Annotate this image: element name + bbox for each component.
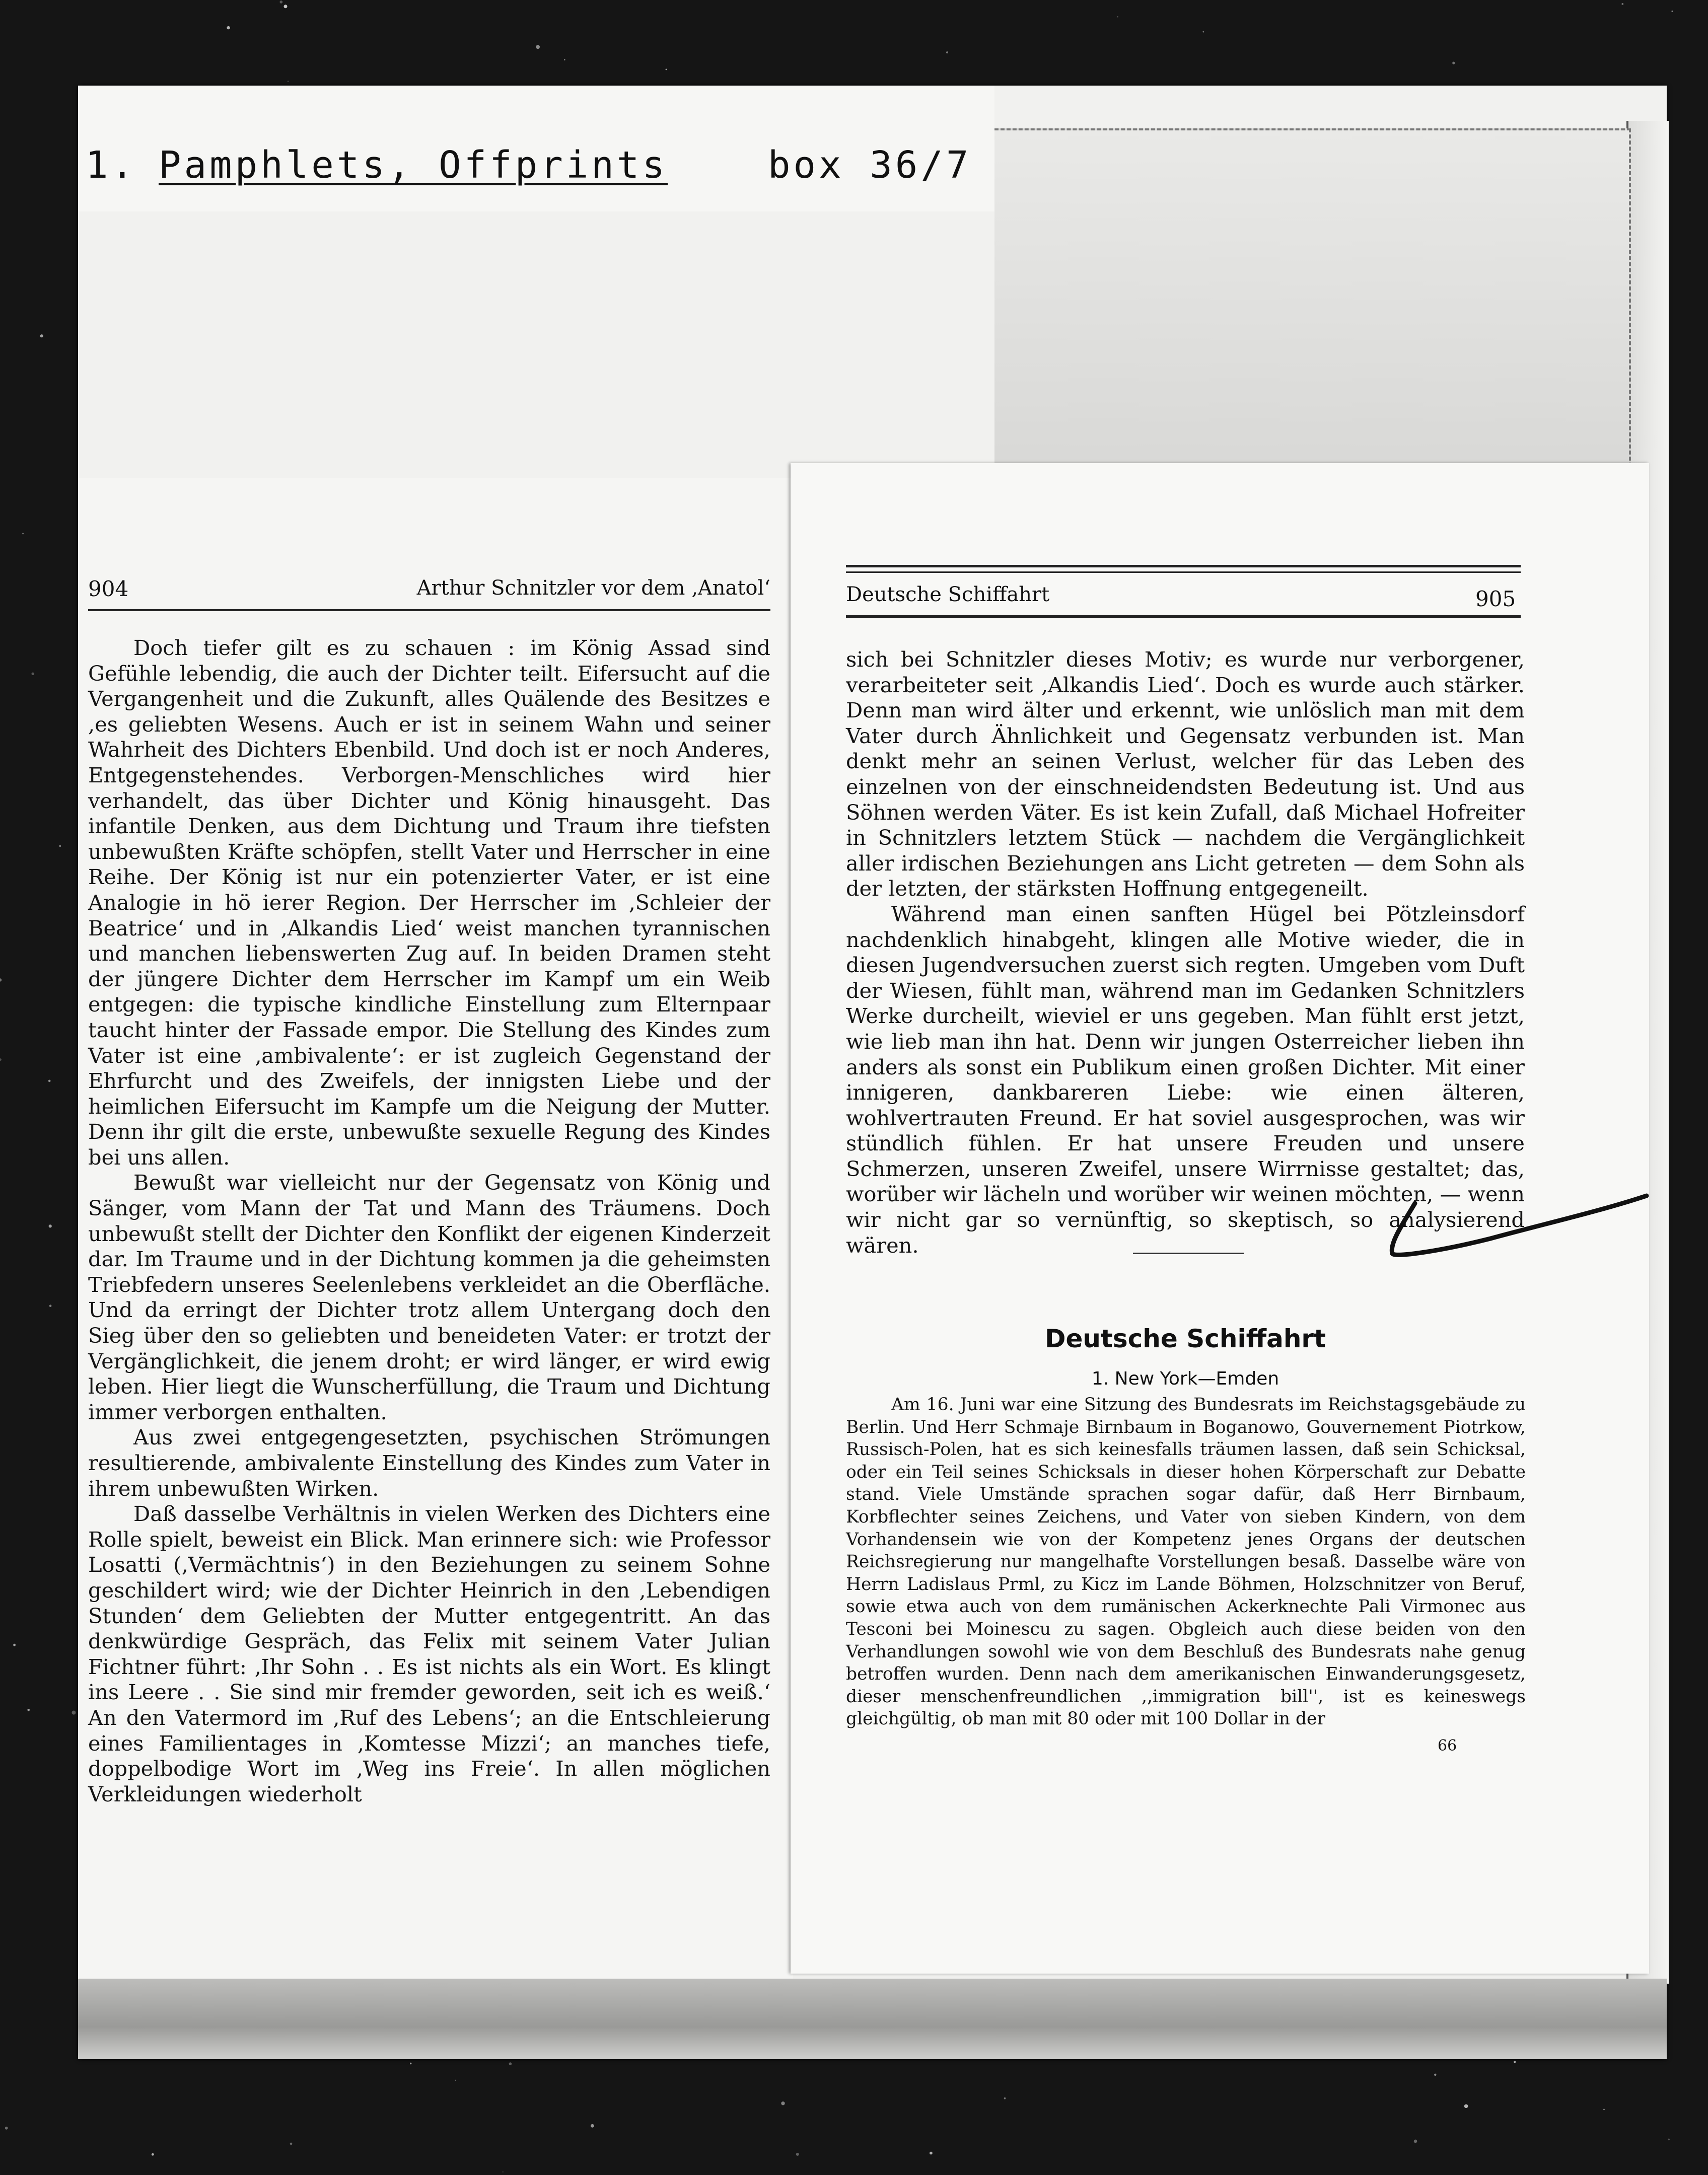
right-header-rule-top-2 [846,571,1521,573]
right-paragraph-2: Während man einen sanften Hügel bei Pötzleinsdorf nachdenklich hinabgeht, klingen alle Motive wieder, die in diesen Jugendversuchen zuerst sich regten. Umgeben vom Duft der Wiesen, fühlt man, während man im Gedanken Schnitzlers Werke durcheilt, wieviel er uns gegeben. Man fühlt erst jetzt, wie lieb man ihn hat. Denn wir jungen Osterreicher lieben ihn anders als sonst ein Publikum einen großen Dichter. Mit einer innigeren, dankbareren Liebe: wie einen älteren, wohlvertrauten Freund. Er hat soviel ausgesprochen, was wir stündlich fühlen. Er hat unsere Freuden und unsere Schmerzen, unseren Zweifel, unsere Wirrnisse gestaltet; das, worüber wir lächeln und worüber wir weinen möchten, — wenn wir nicht gar so vernünftig, so skeptisch, so analysierend wären. [846,901,1525,1258]
left-paragraph-1: Doch tiefer gilt es zu schauen : im König Assad sind Gefühle lebendig, die auch der Dichter teilt. Eifersucht auf die Vergangenheit und die Zukunft, alles Quälende des Besitzes e ,es geliebten Wesens. Auch er ist in seinem Wahn und seiner Wahrheit des Dichters Ebenbild. Und doch ist er noch Anderes, Entgegenstehendes. Verborgen-Menschliches wird hier verhandelt, das über Dichter und König hinausgeht. Das infantile Denken, aus dem Dichtung und Traum ihre tiefsten unbewußten Kräfte schöpfen, stellt Vater und Herrscher in eine Reihe. Der König ist nur ein potenzierter Vater, er ist eine Analogie in hö ierer Region. Der Herrscher im ‚Schleier der Beatrice‘ und in ‚Alkandis Lied‘ weist manchen tyrannischen und manchen liebenswerten Zug auf. In beiden Dramen steht der jüngere Dichter dem Herrscher im Kampf um ein Weib entgegen: die typische kindliche Einstellung zum Elternpaar taucht hinter der Fassade empor. Die Stellung des Kindes zum Vater ist eine ‚ambivalente‘: er ist zugleich Gegenstand der Ehrfurcht und des Zweifels, der innigsten Liebe und der heimlichen Eifersucht im Kampfe um die Neigung der Mutter. Denn ihr gilt die erste, unbewußte sexuelle Regung des Kindes bei uns allen. [88,635,770,1170]
left-header-rule [88,609,770,611]
left-running-title: Arthur Schnitzler vor dem ‚Anatol‘ [416,576,770,600]
section-divider [1133,1253,1244,1254]
left-paragraph-2: Bewußt war vielleicht nur der Gegensatz von König und Sänger, vom Mann der Tat und Mann des Träumens. Doch unbewußt stellt der Dichter den Konflikt der eigenen Kinderzeit dar. Im Traume und in der Dichtung kommen ja die geheimsten Triebfedern unseres Seelenlebens verkleidet an die Oberfläche. Und da erringt der Dichter trotz allem Untergang doch den Sieg über den so geliebten und beneideten Vater: er trotzt der Vergänglichkeit, die jenem droht; er wird länger, er wird ewig leben. Hier liegt die Wunscherfüllung, die Traum und Dichtung immer verborgen enthalten. [88,1170,770,1424]
right-header-rule-bottom [846,615,1521,618]
left-paragraph-4: Daß dasselbe Verhältnis in vielen Werken des Dichters eine Rolle spielt, beweist ein Blick. Man erinnere sich: wie Professor Losatti (‚Vermächtnis‘) in den Beziehungen zu seinem Sohne geschildert wird; wie der Dichter Heinrich in den ‚Lebendigen Stunden‘ dem Geliebten der Mutter entgegentritt. An das denkwürdige Gespräch, das Felix mit seinem Vater Julian Fichtner führt: ‚Ihr Sohn . . Es ist nichts als ein Wort. Es klingt ins Leere . . Sie sind mir fremder geworden, seit ich es weiß.‘ An den Vatermord im ‚Ruf des Lebens‘; an die Entschleierung eines Familientages in ‚Komtesse Mizzi‘; an manches tiefe, doppelbodige Wort im ‚Weg ins Freie‘. In allen möglichen Verkleidungen wiederholt [88,1501,770,1806]
label-box: box 36/7 [768,143,972,187]
underlying-page-top [994,128,1631,473]
article-subtitle: 1. New York—Emden [1091,1368,1279,1389]
article-paragraph: Am 16. Juni war eine Sitzung des Bundesrats im Reichstagsgebäude zu Berlin. Und Herr Schmaje Birnbaum in Boganowo, Gouvernement Piotrkow, Russisch-Polen, hat es sich keinesfalls träumen lassen, daß sein Schicksal, oder ein Teil seines Schicksals in dieser hohen Körperschaft zur Debatte stand. Viele Umstände sprachen sogar dafür, daß Herr Birnbaum, Korbflechter seines Zeichens, und Vater von sieben Kindern, von dem Vorhandensein wie von der Kompetenz jenes Organs der deutschen Reichsregierung nur mangelhafte Vorstellungen besaß. Dasselbe wäre von Herrn Ladislaus Prml, zu Kicz im Lande Böhmen, Holzschnitzer von Beruf, sowie etwa auch von dem rumänischen Ackerknechte Pali Virmonec aus Tesconi bei Moinescu zu sagen. Obgleich auch diese beiden von den Verhandlungen sowohl wie von dem Beschluß des Bundesrats nahe genug betroffen wurden. Denn nach dem amerikanischen Einwanderungsgesetz, dieser menschenfreundlichen ,,immigration bill'', ist es keineswegs gleichgültig, ob man mit 80 oder mit 100 Dollar in der [846,1395,1526,1729]
handwritten-checkmark [1380,1173,1652,1274]
label-number: 1. [86,143,137,187]
article-title: Deutsche Schiffahrt [1044,1324,1326,1353]
signature-mark: 66 [1438,1737,1457,1755]
right-page-number: 905 [1475,587,1516,611]
left-page-number: 904 [88,576,129,601]
right-running-title: Deutsche Schiffahrt [846,583,1050,606]
sheet-bottom-edge [78,1979,1667,2059]
article-text-column [846,1394,1526,1730]
label-title: Pamphlets, Offprints [159,143,668,187]
left-text-column [88,635,770,1807]
right-text-column [846,647,1525,1258]
right-header-rule-top [846,565,1521,567]
left-paragraph-3: Aus zwei entgegengesetzten, psychischen Strömungen resultierende, ambivalente Einstellung des Kindes zum Vater in ihrem unbewußten Wirken. [88,1425,770,1501]
right-paragraph-1: sich bei Schnitzler dieses Motiv; es wurde nur verborgener, verarbeiteter seit ‚Alkandis Lied‘. Doch es wurde auch stärker. Denn man wird älter und erkennt, wie unlöslich man mit dem Vater durch Ähnlichkeit und Gegensatz verbunden ist. Man denkt mehr an seinen Verlust, welcher für das Leben des einzelnen von der einschneidendsten Bedeutung ist. Und aus Söhnen werden Väter. Es ist kein Zufall, daß Michael Hofreiter in Schnitzlers letztem Stück — nachdem die Vergänglichkeit aller irdischen Beziehungen ans Licht getreten — dem Sohn als der letzten, der stärksten Hoffnung entgegeneilt. [846,647,1525,901]
